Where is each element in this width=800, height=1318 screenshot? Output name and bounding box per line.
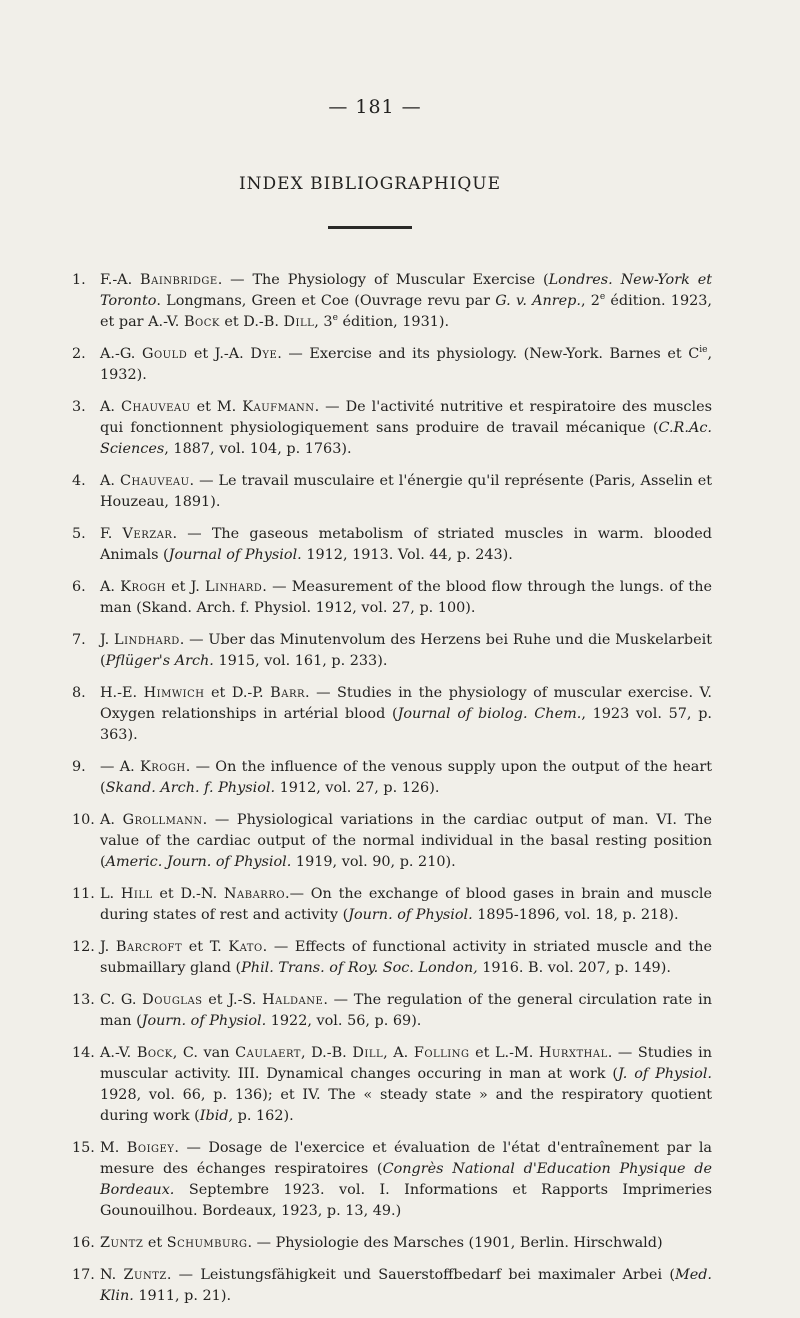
reference-fragment: J.: [100, 632, 115, 648]
author-name: Gould: [141, 346, 188, 362]
reference-text: [100, 884, 712, 926]
reference-fragment: et J.: [165, 579, 206, 595]
reference-text: [100, 757, 712, 799]
reference-fragment: et J.-A.: [187, 346, 251, 362]
reference-number: 1.: [72, 272, 86, 288]
reference-item: [72, 757, 712, 799]
author-name: Boigey: [126, 1140, 175, 1156]
reference-fragment: et T.: [182, 939, 229, 955]
publication-title: Americ. Journ. of Physiol.: [105, 854, 292, 870]
reference-fragment: .— On the exchange of blood gases in brain and muscle during states of rest and activity (: [100, 886, 712, 923]
reference-list: [72, 270, 712, 1318]
reference-number: 14.: [72, 1045, 95, 1061]
reference-number: 10.: [72, 812, 95, 828]
author-name: Haldane: [262, 992, 324, 1008]
reference-fragment: Septembre 1923. vol. I. Informations et Rapports Imprimeries Gounouilhou. Bordeaux, 1923, p. 13, 49.): [100, 1182, 712, 1219]
reference-text: [100, 1233, 712, 1254]
reference-item: [72, 683, 712, 746]
reference-fragment: A.: [100, 399, 121, 415]
reference-fragment: , C. van: [172, 1045, 236, 1061]
reference-fragment: , 1923 vol. 57, p. 363).: [100, 706, 712, 743]
publication-title: G. v. Anrep.: [495, 293, 581, 309]
reference-fragment: e: [599, 292, 606, 303]
reference-fragment: A.-G.: [100, 346, 142, 362]
reference-fragment: . — Leistungsfähigkeit und Sauerstoffbedarf bei maximaler Arbei (: [166, 1267, 675, 1283]
reference-number: 6.: [72, 579, 86, 595]
publication-title: Londres. New-York et Toronto: [100, 272, 712, 309]
reference-fragment: . — On the influence of the venous supply upon the output of the heart (: [100, 759, 712, 796]
author-name: Hurxthal: [538, 1045, 608, 1061]
publication-title: Journal of Physiol.: [168, 547, 302, 563]
reference-item: [72, 1265, 712, 1307]
author-name: Dill: [352, 1045, 384, 1061]
reference-fragment: , 1932).: [100, 346, 713, 383]
reference-text: [100, 397, 712, 460]
reference-text: [100, 683, 712, 746]
reference-fragment: 1911, p. 21).: [133, 1288, 232, 1304]
reference-text: [100, 937, 712, 979]
reference-fragment: 1912, vol. 27, p. 126).: [275, 780, 440, 796]
reference-number: 11.: [72, 886, 95, 902]
reference-fragment: , A.: [383, 1045, 414, 1061]
author-name: Bock: [183, 314, 220, 330]
reference-fragment: . — Uber das Minutenvolum des Herzens bei Ruhe und die Muskelarbeit (: [100, 632, 712, 669]
reference-text: [100, 1265, 712, 1307]
reference-fragment: F.: [100, 526, 123, 542]
author-name: Folling: [413, 1045, 470, 1061]
reference-number: 9.: [72, 759, 86, 775]
reference-fragment: et M.: [190, 399, 243, 415]
reference-fragment: . — Effects of functional activity in striated muscle and the submaillary gland (: [100, 939, 712, 976]
reference-fragment: . — Measurement of the blood flow through the lungs. of the man (Skand. Arch. f. Physiol. 1912, vol. 27, p. 100).: [100, 579, 712, 616]
reference-item: [72, 990, 712, 1032]
reference-fragment: et J.-S.: [202, 992, 263, 1008]
reference-fragment: . Longmans, Green et Coe (Ouvrage revu par: [156, 293, 496, 309]
reference-fragment: . — The Physiology of Muscular Exercise (: [217, 272, 549, 288]
publication-title: Journ. of Physiol.: [348, 907, 473, 923]
reference-fragment: p. 162).: [233, 1108, 294, 1124]
reference-fragment: et D.-N.: [152, 886, 224, 902]
author-name: Barcroft: [115, 939, 183, 955]
reference-text: [100, 270, 712, 333]
reference-item: [72, 630, 712, 672]
author-name: Krogh: [140, 759, 186, 775]
reference-item: [72, 937, 712, 979]
heading-divider: [328, 226, 412, 229]
reference-fragment: . — Physiologie des Marsches (1901, Berlin. Hirschwald): [247, 1235, 663, 1251]
publication-title: Skand. Arch. f. Physiol.: [105, 780, 276, 796]
author-name: Himwich: [143, 685, 205, 701]
reference-number: 16.: [72, 1235, 95, 1251]
reference-item: [72, 1138, 712, 1222]
reference-fragment: et D.-P.: [204, 685, 271, 701]
reference-fragment: J.: [100, 939, 116, 955]
reference-fragment: 1912, 1913. Vol. 44, p. 243).: [301, 547, 513, 563]
author-name: Linhard: [205, 579, 263, 595]
reference-text: [100, 1043, 712, 1127]
author-name: Dill: [283, 314, 315, 330]
reference-fragment: . — The regulation of the general circulation rate in man (: [100, 992, 713, 1029]
reference-fragment: F.-A.: [100, 272, 141, 288]
publication-title: C.R.Ac. Sciences: [100, 420, 712, 457]
reference-fragment: 1919, vol. 90, p. 210).: [291, 854, 456, 870]
reference-item: [72, 810, 712, 873]
reference-fragment: et D.-B.: [219, 314, 284, 330]
reference-number: 4.: [72, 473, 86, 489]
reference-fragment: A.: [100, 473, 120, 489]
reference-fragment: A.: [100, 579, 121, 595]
publication-title: Ibid,: [199, 1108, 234, 1124]
reference-fragment: 1928, vol. 66, p. 136); et IV. The « steady state » and the respiratory quotient during work (: [100, 1087, 712, 1124]
reference-fragment: M.: [100, 1140, 127, 1156]
reference-fragment: 1916. B. vol. 207, p. 149).: [477, 960, 671, 976]
page-number: — 181 —: [328, 96, 422, 118]
reference-fragment: . — Studies in the physiology of muscular exercise. V. Oxygen relationships in artérial blood (: [100, 685, 712, 722]
author-name: Krogh: [120, 579, 166, 595]
publication-title: Journal of biolog. Chem.: [397, 706, 582, 722]
author-name: Caulaert: [235, 1045, 301, 1061]
reference-fragment: — A.: [100, 759, 140, 775]
reference-item: [72, 577, 712, 619]
reference-fragment: N.: [100, 1267, 124, 1283]
reference-fragment: , 2: [580, 293, 600, 309]
publication-title: Phil. Trans. of Roy. Soc. London,: [241, 960, 478, 976]
author-name: Barr: [270, 685, 306, 701]
reference-fragment: et L.-M.: [469, 1045, 539, 1061]
reference-fragment: édition. 1923, et par A.-V.: [100, 293, 712, 330]
publication-title: J. of Physiol.: [618, 1066, 713, 1082]
reference-fragment: , 1887, vol. 104, p. 1763).: [164, 441, 352, 457]
publication-title: Congrès National d'Education Physique de Bordeaux.: [100, 1161, 712, 1198]
author-name: Kato: [228, 939, 263, 955]
reference-fragment: A.: [100, 812, 123, 828]
reference-number: 7.: [72, 632, 86, 648]
reference-number: 15.: [72, 1140, 95, 1156]
reference-fragment: . — Physiological variations in the cardiac output of man. VI. The value of the cardiac output of the normal individual in the basal resting position (: [100, 812, 712, 870]
author-name: Bock: [136, 1045, 173, 1061]
author-name: Zuntz: [100, 1235, 144, 1251]
reference-text: [100, 810, 712, 873]
publication-title: Pflüger's Arch.: [105, 653, 214, 669]
reference-fragment: . — De l'activité nutritive et respiratoire des muscles qui fonctionnent physiologiquement sans produire de travail mécanique (: [100, 399, 712, 436]
author-name: Bainbridge: [140, 272, 218, 288]
reference-text: [100, 344, 712, 386]
reference-fragment: 1895-1896, vol. 18, p. 218).: [472, 907, 679, 923]
reference-item: [72, 270, 712, 333]
author-name: Verzar: [122, 526, 173, 542]
author-name: Hill: [120, 886, 153, 902]
author-name: Chauveau: [121, 399, 191, 415]
author-name: Zuntz: [123, 1267, 167, 1283]
author-name: Grollmann: [122, 812, 203, 828]
reference-fragment: 1915, vol. 161, p. 233).: [213, 653, 388, 669]
publication-title: Journ. of Physiol.: [141, 1013, 267, 1029]
reference-item: [72, 1043, 712, 1127]
reference-item: [72, 397, 712, 460]
reference-fragment: L.: [100, 886, 121, 902]
reference-fragment: H.-E.: [100, 685, 144, 701]
reference-fragment: . — Dosage de l'exercice et évaluation de l'état d'entraînement par la mesure des échanges respiratoires (: [100, 1140, 712, 1177]
reference-item: [72, 524, 712, 566]
reference-item: [72, 884, 712, 926]
reference-item: [72, 1233, 712, 1254]
reference-text: [100, 471, 712, 513]
reference-item: [72, 471, 712, 513]
reference-item: [72, 344, 712, 386]
author-name: Nabarro: [223, 886, 286, 902]
reference-fragment: ie: [699, 345, 708, 356]
section-heading: INDEX BIBLIOGRAPHIQUE: [238, 174, 502, 194]
author-name: Dye: [250, 346, 278, 362]
reference-fragment: édition, 1931).: [337, 314, 450, 330]
reference-fragment: C. G.: [100, 992, 143, 1008]
reference-fragment: . — Exercise and its physiology. (New-York. Barnes et C: [277, 346, 700, 362]
reference-fragment: . — Le travail musculaire et l'énergie qu'il représente (Paris, Asselin et Houzeau, 1891).: [100, 473, 712, 510]
reference-fragment: et: [143, 1235, 167, 1251]
reference-fragment: . — The gaseous metabolism of striated muscles in warm. blooded Animals (: [100, 526, 712, 563]
author-name: Kaufmann: [242, 399, 315, 415]
reference-fragment: , D.-B.: [300, 1045, 353, 1061]
author-name: Chauveau: [119, 473, 190, 489]
reference-number: 3.: [72, 399, 86, 415]
reference-fragment: 1922, vol. 56, p. 69).: [266, 1013, 422, 1029]
reference-text: [100, 1138, 712, 1222]
reference-text: [100, 577, 712, 619]
reference-number: 17.: [72, 1267, 95, 1283]
reference-number: 12.: [72, 939, 95, 955]
reference-number: 13.: [72, 992, 95, 1008]
author-name: Lindhard: [114, 632, 180, 648]
publication-title: Med. Klin.: [100, 1267, 712, 1304]
reference-fragment: , 3: [314, 314, 333, 330]
reference-fragment: . — Studies in muscular activity. III. Dynamical changes occuring in man at work (: [100, 1045, 712, 1082]
reference-fragment: A.-V.: [100, 1045, 137, 1061]
reference-text: [100, 524, 712, 566]
reference-number: 5.: [72, 526, 86, 542]
reference-number: 8.: [72, 685, 86, 701]
reference-number: 2.: [72, 346, 86, 362]
reference-text: [100, 990, 712, 1032]
reference-fragment: e: [332, 313, 338, 324]
reference-text: [100, 630, 712, 672]
author-name: Douglas: [142, 992, 203, 1008]
author-name: Schumburg: [166, 1235, 248, 1251]
